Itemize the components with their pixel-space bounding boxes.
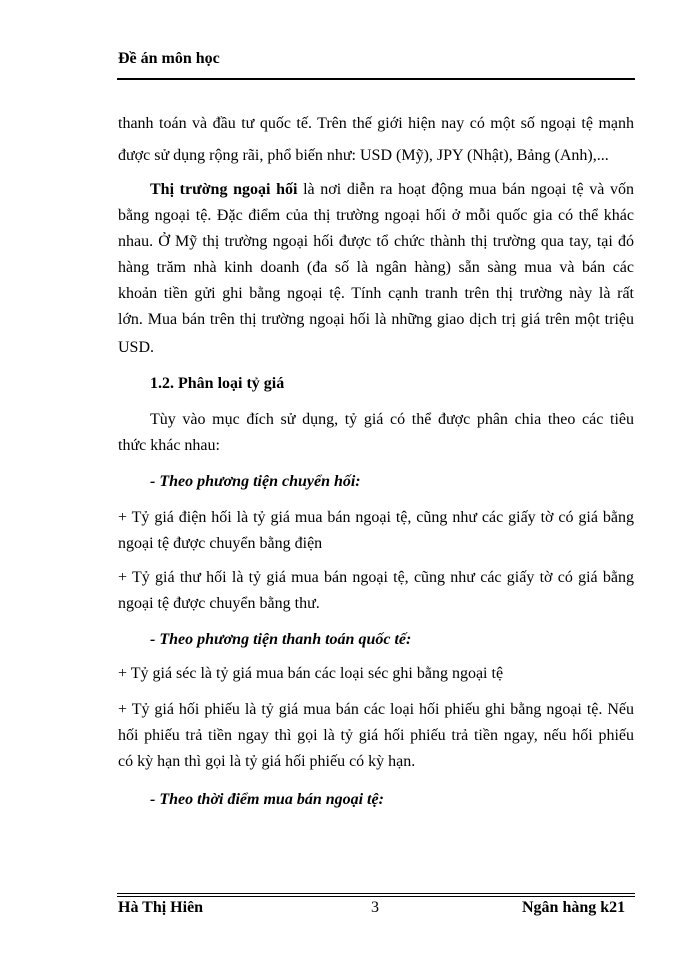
text-line: khoản tiền gửi ghi bằng ngoại tệ. Tính cạnh tranh trên thị trường này là rất [118,285,634,302]
text-line: + Tỷ giá séc là tỷ giá mua bán các loại séc ghi bằng ngoại tệ [118,665,504,682]
text-line: + Tỷ giá hối phiếu là tỷ giá mua bán các loại hối phiếu ghi bằng ngoại tệ. Nếu [118,701,634,718]
page-number: 3 [371,899,379,916]
text-line: lớn. Mua bán trên thị trường ngoại hối là những giao dịch trị giá trên một triệu [118,311,634,328]
text-line: + Tỷ giá thư hối là tỷ giá mua bán ngoại tệ, cũng như các giấy tờ có giá bằng [118,569,634,586]
text-line: USD. [118,339,155,356]
bold-term: Thị trường ngoại hối [150,181,298,198]
header-title: Đề án môn học [118,50,220,67]
text-line: thanh toán và đầu tư quốc tế. Trên thế giới hiện nay có một số ngoại tệ mạnh [118,115,634,132]
text-line: hối phiếu trả tiền ngay thì gọi là tỷ giá hối phiếu trả tiền ngay, nếu hối phiếu [118,727,634,744]
subheading: - Theo phương tiện chuyển hối: [150,473,361,490]
header-rule [117,78,635,80]
text-line: + Tỷ giá điện hối là tỷ giá mua bán ngoại tệ, cũng như các giấy tờ có giá bằng [118,509,634,526]
section-heading: 1.2. Phân loại tỷ giá [150,375,285,392]
footer-rule-double [117,896,635,897]
text-line: nhau. Ở Mỹ thị trường ngoại hối được tổ chức thành thị trường qua tay, tại đó [118,233,634,250]
paragraph-line [150,180,634,200]
text-line: hàng trăm nhà kinh doanh (đa số là ngân hàng) sẵn sàng mua và bán các [118,259,634,276]
text-line: bằng ngoại tệ. Đặc điểm của thị trường ngoại hối ở mỗi quốc gia có thể khác [118,207,634,224]
footer-rule [117,893,635,894]
text-line: có kỳ hạn thì gọi là tỷ giá hối phiếu có kỳ hạn. [118,753,416,770]
text-line: thức khác nhau: [118,437,220,454]
subheading: - Theo thời điểm mua bán ngoại tệ: [150,791,384,808]
text-line: Tùy vào mục đích sử dụng, tỷ giá có thể được phân chia theo các tiêu [150,411,634,428]
text-line: được sử dụng rộng rãi, phổ biến như: USD (Mỹ), JPY (Nhật), Bảng (Anh),... [118,147,609,164]
footer-class: Ngân hàng k21 [522,899,626,916]
subheading: - Theo phương tiện thanh toán quốc tế: [150,631,412,648]
text-line: ngoại tệ được chuyển bằng thư. [118,595,320,612]
footer-author: Hà Thị Hiên [118,899,204,916]
text-span: là nơi diễn ra hoạt động mua bán ngoại tệ và vốn [297,181,634,198]
text-line: ngoại tệ được chuyển bằng điện [118,535,323,552]
